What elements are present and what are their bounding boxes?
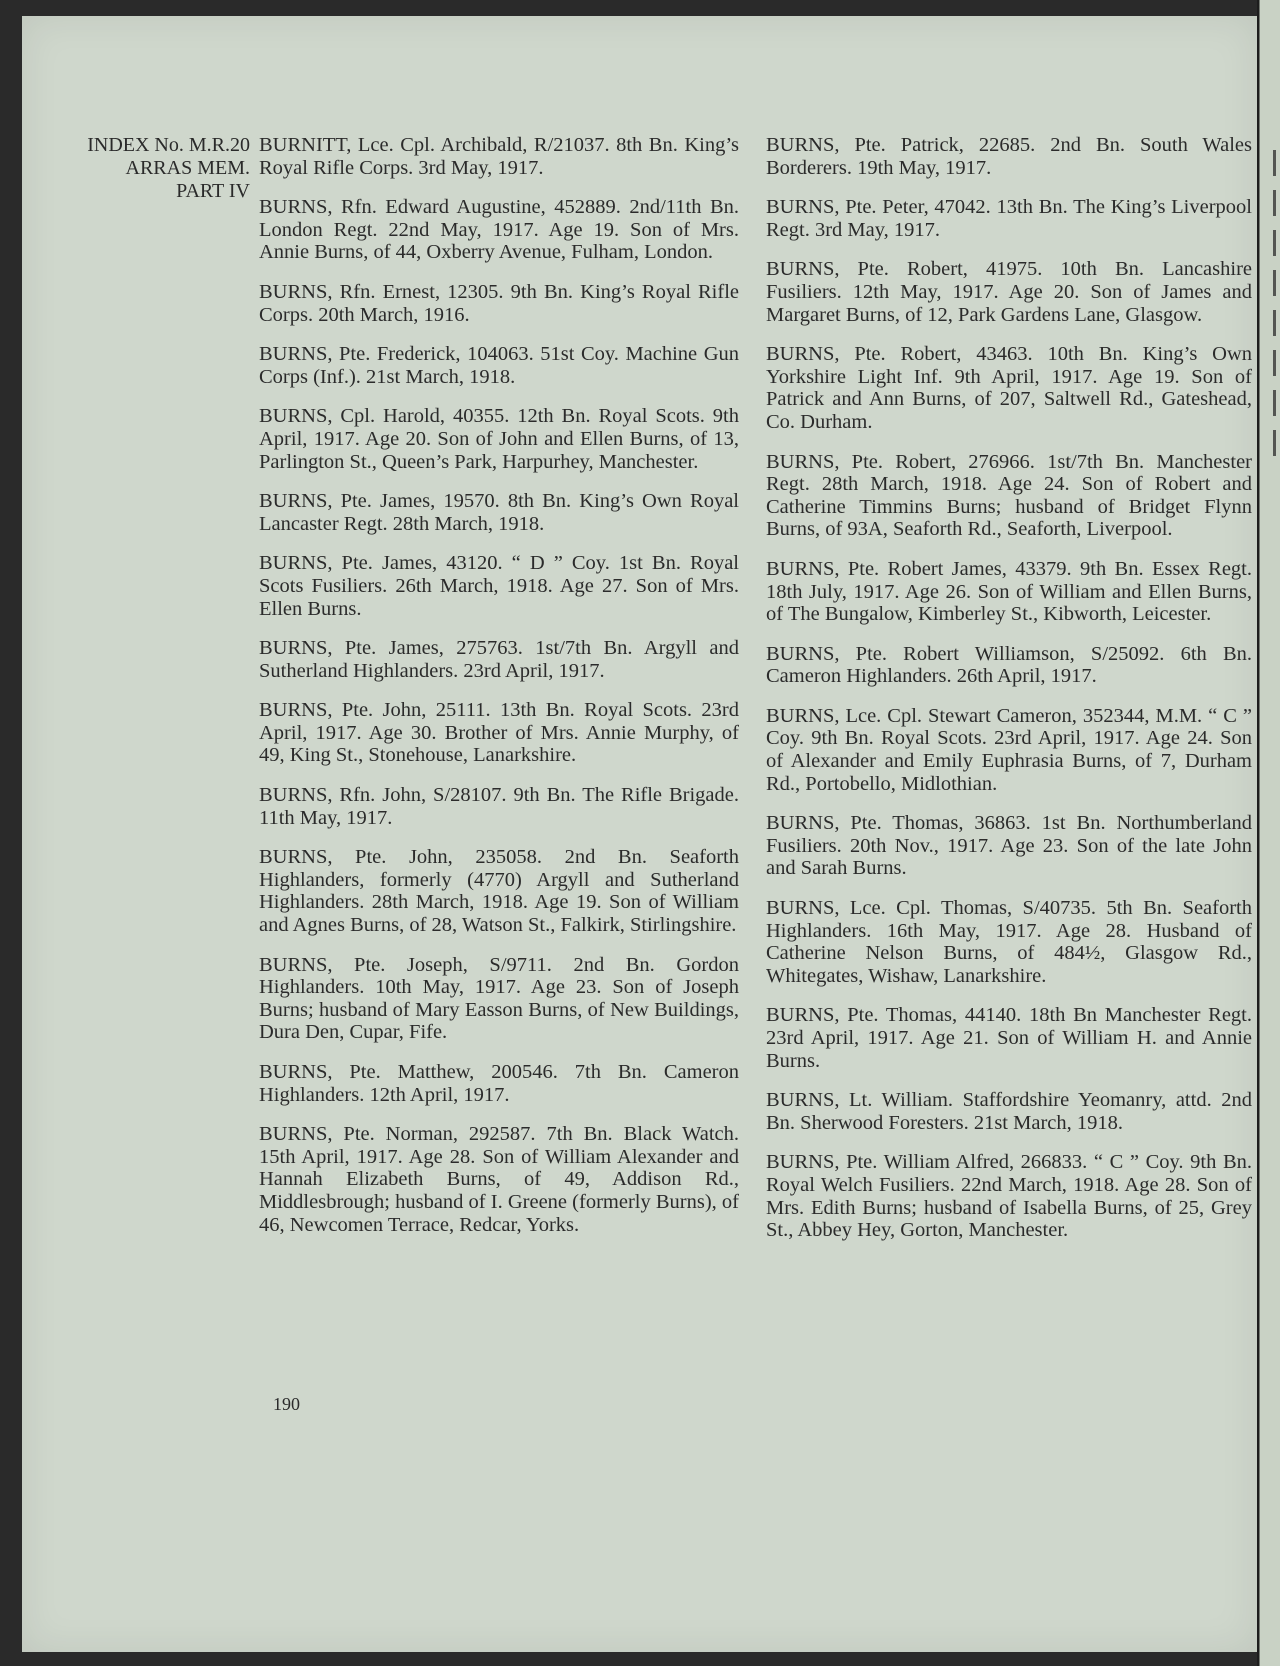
index-label-line: ARRAS MEM. [125, 157, 250, 179]
casualty-entry: BURNS, Pte. Joseph, S/9711. 2nd Bn. Gordon Highlanders. 10th May, 1917. Age 23. Son of Joseph Burns; husband of Mary Easson Burns, of New Buildings, Dura Den, Cupar, Fife. [259, 953, 739, 1044]
casualty-entry: BURNITT, Lce. Cpl. Archibald, R/21037. 8th Bn. King’s Royal Rifle Corps. 3rd May, 1917. [259, 134, 739, 179]
casualty-entry: BURNS, Pte. John, 235058. 2nd Bn. Seaforth Highlanders, formerly (4770) Argyll and Sutherland Highlanders. 28th March, 1918. Age 19. Son of William and Agnes Burns, of 28, Watson St., Falkirk, Stirlingshire. [259, 846, 739, 937]
casualty-entry: BURNS, Pte. Robert, 276966. 1st/7th Bn. Manchester Regt. 28th March, 1918. Age 24. Son of Robert and Catherine Timmins Burns; husband of Bridget Flynn Burns, of 93A, Seaforth Rd., Seaforth, Liverpool. [766, 450, 1252, 541]
index-label [45, 134, 250, 203]
casualty-entry: BURNS, Pte. Thomas, 36863. 1st Bn. Northumberland Fusiliers. 20th Nov., 1917. Age 23. Son of the late John and Sarah Burns. [766, 812, 1252, 880]
casualty-entry: BURNS, Rfn. John, S/28107. 9th Bn. The Rifle Brigade. 11th May, 1917. [259, 784, 739, 829]
casualty-entry: BURNS, Pte. Thomas, 44140. 18th Bn Manchester Regt. 23rd April, 1917. Age 21. Son of William H. and Annie Burns. [766, 1004, 1252, 1072]
casualty-entry: BURNS, Rfn. Ernest, 12305. 9th Bn. King’s Royal Rifle Corps. 20th March, 1916. [259, 280, 739, 326]
casualty-entry: BURNS, Pte. Robert, 41975. 10th Bn. Lancashire Fusiliers. 12th May, 1917. Age 20. Son of James and Margaret Burns, of 12, Park Gardens Lane, Glasgow. [766, 258, 1252, 326]
casualty-entry: BURNS, Pte. Robert Williamson, S/25092. 6th Bn. Cameron Highlanders. 26th April, 1917. [766, 642, 1252, 688]
casualty-entry: BURNS, Pte. John, 25111. 13th Bn. Royal Scots. 23rd April, 1917. Age 30. Brother of Mrs. Annie Murphy, of 49, King St., Stonehouse, Lanarkshire. [259, 699, 739, 767]
index-label-line: PART IV [176, 180, 250, 202]
right-column [766, 134, 1252, 1259]
casualty-entry: BURNS, Pte. Robert James, 43379. 9th Bn. Essex Regt. 18th July, 1917. Age 26. Son of William and Ellen Burns, of The Bungalow, Kimberley St., Kibworth, Leicester. [766, 557, 1252, 626]
left-column [259, 134, 739, 1253]
casualty-entry: BURNS, Lce. Cpl. Thomas, S/40735. 5th Bn. Seaforth Highlanders. 16th May, 1917. Age 28. Husband of Catherine Nelson Burns, of 484½, Glasgow Rd., Whitegates, Wishaw, Lanarkshire. [766, 897, 1252, 987]
casualty-entry: BURNS, Pte. Robert, 43463. 10th Bn. King’s Own Yorkshire Light Inf. 9th April, 1917. Age 19. Son of Patrick and Ann Burns, of 207, Saltwell Rd., Gateshead, Co. Durham. [766, 343, 1252, 433]
casualty-entry: BURNS, Pte. Frederick, 104063. 51st Coy. Machine Gun Corps (Inf.). 21st March, 1918. [259, 343, 739, 388]
casualty-entry: BURNS, Pte. Matthew, 200546. 7th Bn. Cameron Highlanders. 12th April, 1917. [259, 1061, 739, 1106]
page-number: 190 [273, 1394, 300, 1414]
next-page-edge-text [1273, 150, 1280, 490]
casualty-entry: BURNS, Lce. Cpl. Stewart Cameron, 352344, M.M. “ C ” Coy. 9th Bn. Royal Scots. 23rd April, 1917. Age 24. Son of Alexander and Emily Euphrasia Burns, of 7, Durham Rd., Portobello, Midlothian. [766, 704, 1252, 795]
casualty-entry: BURNS, Pte. William Alfred, 266833. “ C ” Coy. 9th Bn. Royal Welch Fusiliers. 22nd March, 1918. Age 28. Son of Mrs. Edith Burns; husband of Isabella Burns, of 25, Grey St., Abbey Hey, Gorton, Manchester. [766, 1151, 1252, 1242]
casualty-entry: BURNS, Pte. James, 43120. “ D ” Coy. 1st Bn. Royal Scots Fusiliers. 26th March, 1918. Age 27. Son of Mrs. Ellen Burns. [259, 552, 739, 620]
index-label-line: INDEX No. M.R.20 [87, 134, 250, 156]
casualty-entry: BURNS, Pte. James, 19570. 8th Bn. King’s Own Royal Lancaster Regt. 28th March, 1918. [259, 490, 739, 535]
casualty-entry: BURNS, Cpl. Harold, 40355. 12th Bn. Royal Scots. 9th April, 1917. Age 20. Son of John and Ellen Burns, of 13, Parlington St., Queen’s Park, Harpurhey, Manchester. [259, 405, 739, 473]
casualty-entry: BURNS, Lt. William. Staffordshire Yeomanry, attd. 2nd Bn. Sherwood Foresters. 21st March, 1918. [766, 1089, 1252, 1134]
casualty-entry: BURNS, Pte. Patrick, 22685. 2nd Bn. South Wales Borderers. 19th May, 1917. [766, 134, 1252, 179]
casualty-entry: BURNS, Pte. Norman, 292587. 7th Bn. Black Watch. 15th April, 1917. Age 28. Son of William Alexander and Hannah Elizabeth Burns, of 49, Addison Rd., Middlesbrough; husband of I. Greene (formerly Burns), of 46, Newcomen Terrace, Redcar, Yorks. [259, 1123, 739, 1236]
casualty-entry: BURNS, Pte. Peter, 47042. 13th Bn. The King’s Liverpool Regt. 3rd May, 1917. [766, 196, 1252, 241]
casualty-entry: BURNS, Pte. James, 275763. 1st/7th Bn. Argyll and Sutherland Highlanders. 23rd April, 1917. [259, 637, 739, 682]
casualty-entry: BURNS, Rfn. Edward Augustine, 452889. 2nd/11th Bn. London Regt. 22nd May, 1917. Age 19. Son of Mrs. Annie Burns, of 44, Oxberry Avenue, Fulham, London. [259, 196, 739, 264]
